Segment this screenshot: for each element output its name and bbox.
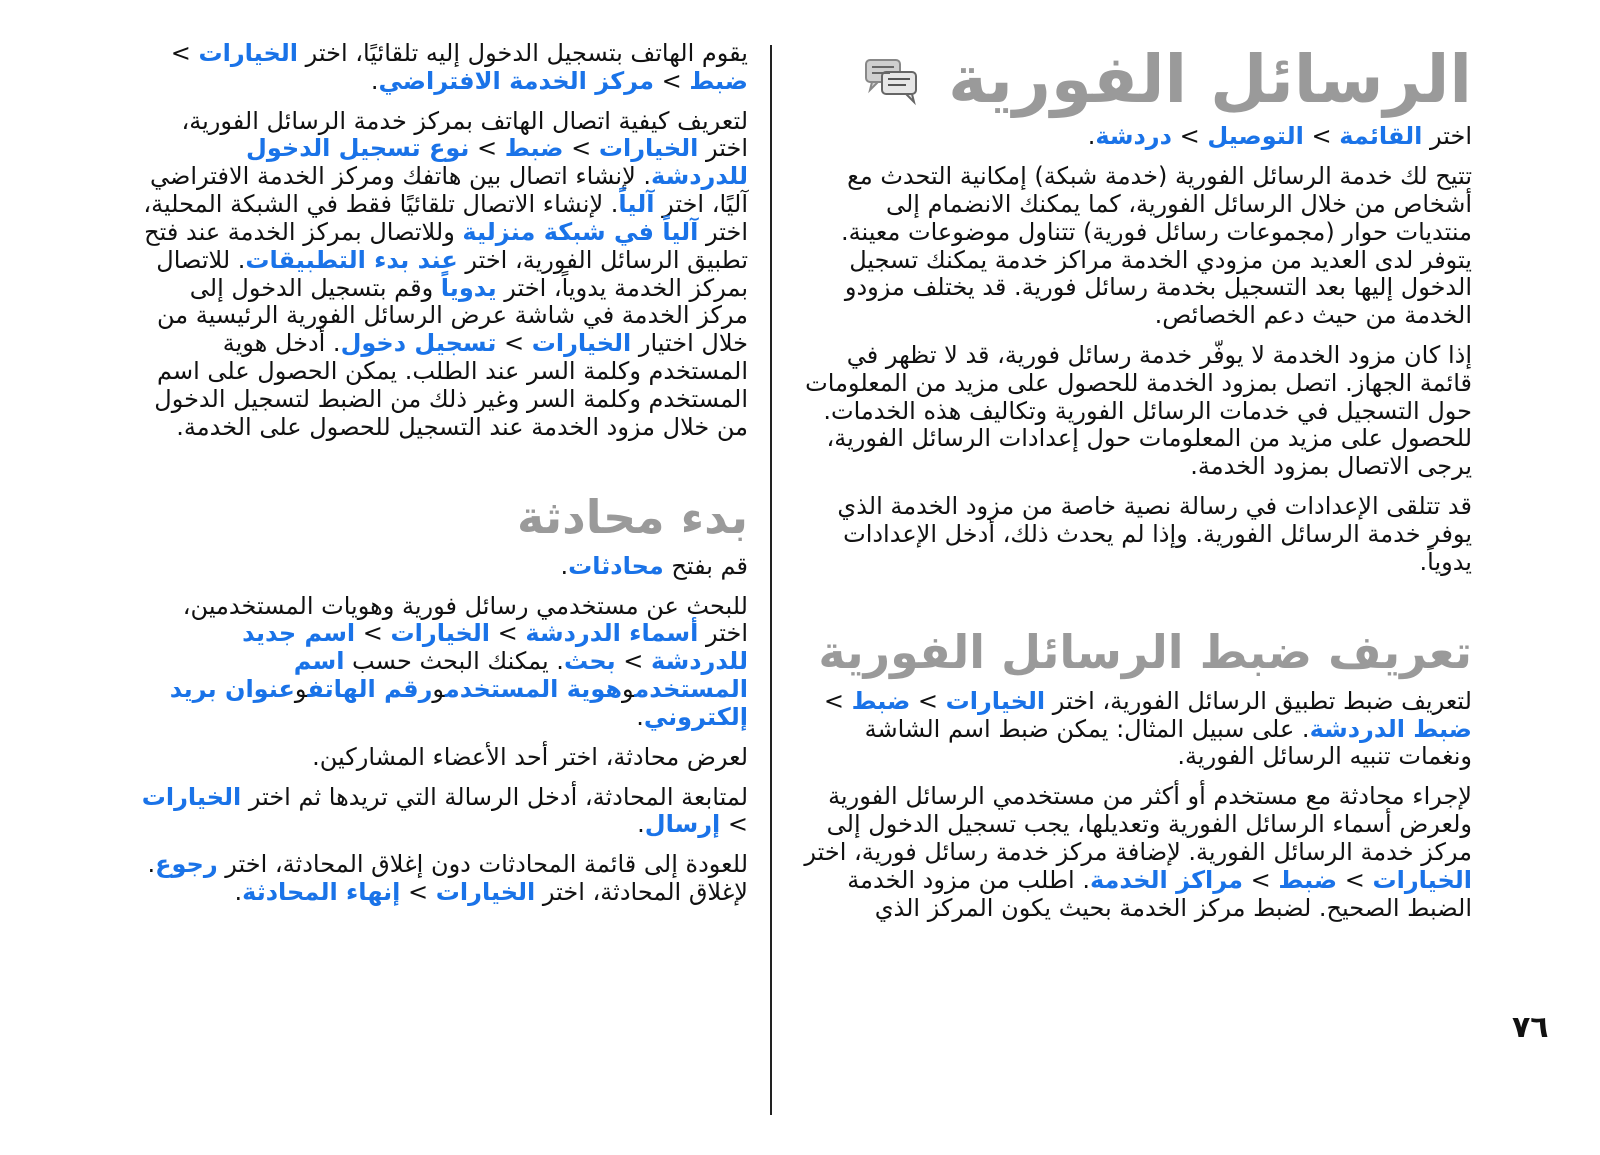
im-settings-paragraph-1: لتعريف ضبط تطبيق الرسائل الفورية، اختر الخيارات > ضبط > ضبط الدردشة. على سبيل المثال: يمكن ضبط اسم الشاشة ونغمات تنبيه الرسائل الفورية. [823, 686, 1472, 771]
chat-bubbles-icon [862, 54, 922, 106]
left-column [138, 40, 748, 919]
return-conversation-paragraph: للعودة إلى قائمة المحادثات دون إغلاق المحادثة، اختر رجوع. لإغلاق المحادثة، اختر الخيارات > إنهاء المحادثة. [147, 850, 748, 907]
open-conversations-paragraph: قم بفتح محادثات. [560, 551, 748, 580]
availability-paragraph: إذا كان مزود الخدمة لا يوفّر خدمة رسائل فورية، قد لا تظهر في قائمة الجهاز. اتصل بمزود الخدمة للحصول على مزيد من المعلومات حول التسجيل في خدمات الرسائل الفورية وتكاليف هذه الخدمات. للحصول على مزيد من المعلومات حول إعدادات الرسائل الفورية، يرجى الاتصال بمزود الخدمة. [805, 340, 1472, 481]
default-server-paragraph: يقوم الهاتف بتسجيل الدخول إليه تلقائيًا، اختر الخيارات > ضبط > مركز الخدمة الافتراضي. [170, 39, 748, 95]
im-settings-paragraph-2: لإجراء محادثة مع مستخدم أو أكثر من مستخدمي الرسائل الفورية ولعرض أسماء الرسائل الفورية وتعديلها، يجب تسجيل الدخول إلى مركز خدمة الرسائل الفورية. لإضافة مركز خدمة رسائل فورية، اختر الخيارات > ضبط > مراكز الخدمة. اطلب من مزود الخدمة الضبط الصحيح. لضبط مركز الخدمة بحيث يكون المركز الذي [804, 782, 1472, 922]
column-divider [770, 45, 772, 1115]
search-users-paragraph: للبحث عن مستخدمي رسائل فورية وهويات المستخدمين، اختر أسماء الدردشة > الخيارات > اسم جديد للدردشة > بحث. يمكنك البحث حسب اسم المستخدموهوية المستخدمورقم الهاتفوعنوان بريد إلكتروني. [169, 591, 748, 731]
continue-conversation-paragraph: لمتابعة المحادثة، أدخل الرسالة التي تريدها ثم اختر الخيارات > إرسال. [141, 782, 748, 839]
right-column [802, 40, 1472, 934]
login-type-paragraph: لتعريف كيفية اتصال الهاتف بمركز خدمة الرسائل الفورية، اختر الخيارات > ضبط > نوع تسجيل الدخول للدردشة. لإنشاء اتصال بين هاتفك ومركز الخدمة الافتراضي آليًا، اختر آلياً. لإنشاء الاتصال تلقائيًا فقط في الشبكة المحلية، اختر آلياً في شبكة منزلية وللاتصال بمركز الخدمة عند فتح تطبيق الرسائل الفورية، اختر عند بدء التطبيقات. للاتصال بمركز الخدمة يدوياً، اختر يدوياً وقم بتسجيل الدخول إلى مركز الخدمة في شاشة عرض الرسائل الفورية الرئيسية من خلال اختيار الخيارات > تسجيل دخول. أدخل هوية المستخدم وكلمة السر عند الطلب. يمكن الحصول على اسم المستخدم وكلمة السر وغير ذلك من الضبط لتسجيل الدخول من خلال مزود الخدمة عند التسجيل للحصول على الخدمة. [143, 106, 748, 441]
menu-link: القائمة [1339, 122, 1423, 151]
page-number: ٧٦ [1512, 1010, 1549, 1045]
page-title [802, 40, 1472, 119]
intro-paragraph: تتيح لك خدمة الرسائل الفورية (خدمة شبكة) إمكانية التحدث مع أشخاص من خلال الرسائل الفورية، كما يمكنك الانضمام إلى منتديات حوار (مجموعات رسائل فورية) تتناول موضوعات معينة. يتوفر لدى العديد من مزودي الخدمة مراكز خدمة يمكنك تسجيل الدخول إليها بعد التسجيل بخدمة رسائل فورية. قد يختلف مزودو الخدمة من حيث دعم الخصائص. [840, 162, 1472, 330]
chat-link: دردشة [1095, 122, 1172, 151]
title-text: الرسائل الفورية [948, 41, 1472, 118]
connectivity-link: التوصيل [1207, 122, 1304, 151]
settings-paragraph: قد تتلقى الإعدادات في رسالة نصية خاصة من مزود الخدمة الذي يوفر خدمة الرسائل الفورية. وإذا لم يحدث ذلك، أدخل الإعدادات يدوياً. [837, 492, 1472, 576]
section-title-im-settings: تعريف ضبط الرسائل الفورية [818, 624, 1472, 679]
view-conversation-paragraph: لعرض محادثة، اختر أحد الأعضاء المشاركين. [312, 742, 748, 771]
nav-path: اختر القائمة > التوصيل > دردشة. [1087, 122, 1472, 151]
section-title-start-conversation: بدء محادثة [516, 489, 748, 544]
